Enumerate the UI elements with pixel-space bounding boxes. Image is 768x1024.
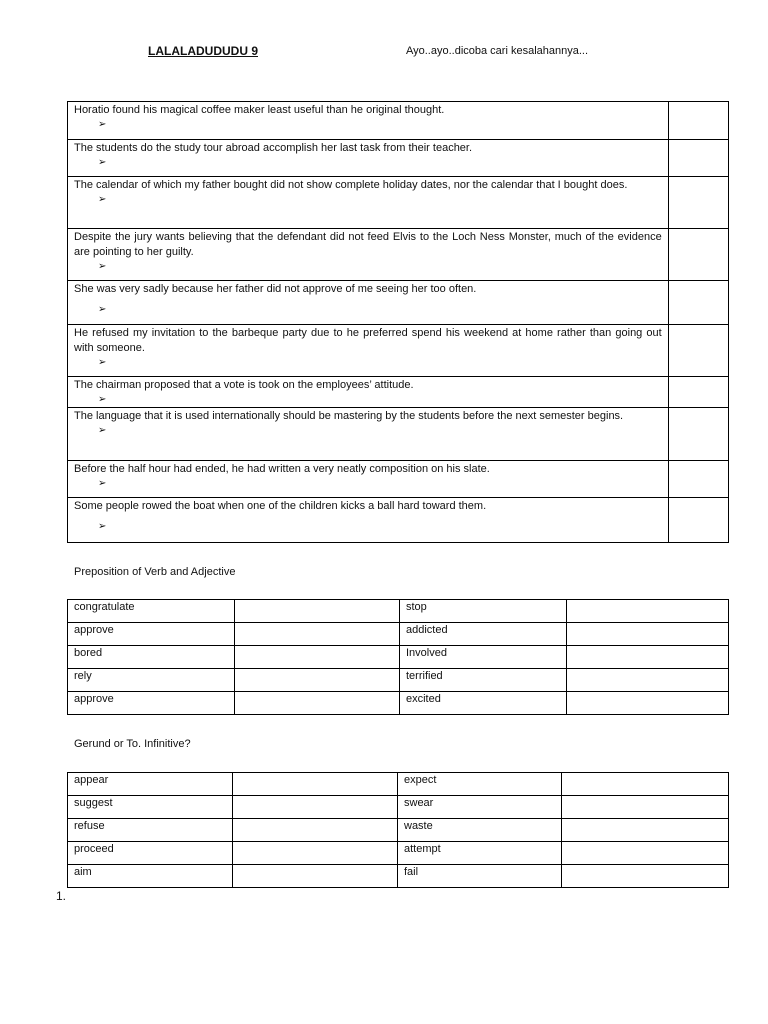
answer-cell[interactable] xyxy=(562,842,729,865)
list-number: 1. xyxy=(56,889,67,903)
table-row xyxy=(68,177,729,229)
word-cell: bored xyxy=(68,646,235,669)
sentence-cell xyxy=(68,229,669,281)
answer-cell[interactable] xyxy=(668,461,728,498)
answer-cell[interactable] xyxy=(668,498,728,543)
table-row xyxy=(68,102,729,140)
word-cell: addicted xyxy=(400,623,567,646)
sentence-cell xyxy=(68,140,669,177)
table-row xyxy=(68,819,729,842)
answer-cell[interactable] xyxy=(567,600,729,623)
answer-cell[interactable] xyxy=(668,140,728,177)
table-row xyxy=(68,669,729,692)
arrow-bullet-icon: ➢ xyxy=(98,521,107,532)
answer-cell[interactable] xyxy=(235,669,400,692)
arrow-bullet-icon: ➢ xyxy=(98,478,107,489)
sentence-text: Despite the jury wants believing that the defendant did not feed Elvis to the Loch Ness Monster, much of the evidence are pointing to her guilty. xyxy=(74,231,662,258)
word-cell: attempt xyxy=(398,842,562,865)
arrow-bullet-icon: ➢ xyxy=(98,194,107,205)
answer-cell[interactable] xyxy=(235,623,400,646)
table-row xyxy=(68,325,729,377)
answer-cell[interactable] xyxy=(235,692,400,715)
sentence-cell xyxy=(68,325,669,377)
table-row xyxy=(68,796,729,819)
arrow-bullet-icon: ➢ xyxy=(98,119,107,130)
table-row xyxy=(68,408,729,461)
word-cell: waste xyxy=(398,819,562,842)
table-row xyxy=(68,773,729,796)
answer-cell[interactable] xyxy=(235,646,400,669)
word-cell: refuse xyxy=(68,819,233,842)
word-cell: appear xyxy=(68,773,233,796)
answer-cell[interactable] xyxy=(562,796,729,819)
arrow-bullet-icon: ➢ xyxy=(98,304,107,315)
answer-cell[interactable] xyxy=(668,377,728,408)
answer-cell[interactable] xyxy=(562,773,729,796)
preposition-table xyxy=(67,599,729,715)
answer-cell[interactable] xyxy=(567,646,729,669)
arrow-bullet-icon: ➢ xyxy=(98,261,107,272)
answer-cell[interactable] xyxy=(562,865,729,888)
word-cell: expect xyxy=(398,773,562,796)
section-heading-preposition: Preposition of Verb and Adjective xyxy=(74,566,236,578)
answer-cell[interactable] xyxy=(233,796,398,819)
word-cell: excited xyxy=(400,692,567,715)
sentence-text: The language that it is used internationally should be mastering by the students before the next semester begins. xyxy=(74,410,624,422)
word-cell: terrified xyxy=(400,669,567,692)
arrow-bullet-icon: ➢ xyxy=(98,425,107,436)
word-cell: stop xyxy=(400,600,567,623)
worksheet-title: LALALADUDUDU 9 xyxy=(148,44,258,58)
table-row xyxy=(68,461,729,498)
sentence-text: Before the half hour had ended, he had written a very neatly composition on his slate. xyxy=(74,463,490,475)
word-cell: approve xyxy=(68,692,235,715)
sentence-text: The chairman proposed that a vote is took on the employees’ attitude. xyxy=(74,379,414,391)
table-row xyxy=(68,623,729,646)
sentence-cell xyxy=(68,461,669,498)
table-row xyxy=(68,600,729,623)
table-row xyxy=(68,140,729,177)
sentence-cell xyxy=(68,102,669,140)
answer-cell[interactable] xyxy=(567,669,729,692)
word-cell: approve xyxy=(68,623,235,646)
answer-cell[interactable] xyxy=(562,819,729,842)
answer-cell[interactable] xyxy=(668,325,728,377)
answer-cell[interactable] xyxy=(233,865,398,888)
word-cell: fail xyxy=(398,865,562,888)
table-row xyxy=(68,229,729,281)
sentence-cell xyxy=(68,377,669,408)
word-cell: proceed xyxy=(68,842,233,865)
table-row xyxy=(68,281,729,325)
sentence-cell xyxy=(68,498,669,543)
worksheet-instruction: Ayo..ayo..dicoba cari kesalahannya... xyxy=(406,45,589,57)
answer-cell[interactable] xyxy=(233,773,398,796)
arrow-bullet-icon: ➢ xyxy=(98,357,107,368)
sentence-cell xyxy=(68,281,669,325)
answer-cell[interactable] xyxy=(668,102,728,140)
word-cell: suggest xyxy=(68,796,233,819)
arrow-bullet-icon: ➢ xyxy=(98,157,107,168)
error-correction-table xyxy=(67,101,729,543)
answer-cell[interactable] xyxy=(567,692,729,715)
table-row xyxy=(68,865,729,888)
sentence-text: He refused my invitation to the barbeque party due to he preferred spend his weekend at home rather than going out with someone. xyxy=(74,327,662,354)
word-cell: swear xyxy=(398,796,562,819)
answer-cell[interactable] xyxy=(233,819,398,842)
word-cell: Involved xyxy=(400,646,567,669)
answer-cell[interactable] xyxy=(668,408,728,461)
sentence-text: Horatio found his magical coffee maker least useful than he original thought. xyxy=(74,104,445,116)
answer-cell[interactable] xyxy=(668,229,728,281)
answer-cell[interactable] xyxy=(233,842,398,865)
sentence-text: She was very sadly because her father did not approve of me seeing her too often. xyxy=(74,283,477,295)
sentence-cell xyxy=(68,177,669,229)
sentence-text: The students do the study tour abroad accomplish her last task from their teacher. xyxy=(74,142,473,154)
answer-cell[interactable] xyxy=(668,281,728,325)
section-heading-gerund: Gerund or To. Infinitive? xyxy=(74,738,191,750)
table-row xyxy=(68,842,729,865)
answer-cell[interactable] xyxy=(235,600,400,623)
sentence-text: The calendar of which my father bought did not show complete holiday dates, nor the calendar that I bought does. xyxy=(74,179,628,191)
word-cell: rely xyxy=(68,669,235,692)
table-row xyxy=(68,498,729,543)
word-cell: congratulate xyxy=(68,600,235,623)
sentence-text: Some people rowed the boat when one of the children kicks a ball hard toward them. xyxy=(74,500,487,512)
answer-cell[interactable] xyxy=(668,177,728,229)
gerund-infinitive-table xyxy=(67,772,729,888)
table-row xyxy=(68,377,729,408)
table-row xyxy=(68,646,729,669)
sentence-cell xyxy=(68,408,669,461)
arrow-bullet-icon: ➢ xyxy=(98,394,107,405)
table-row xyxy=(68,692,729,715)
answer-cell[interactable] xyxy=(567,623,729,646)
word-cell: aim xyxy=(68,865,233,888)
